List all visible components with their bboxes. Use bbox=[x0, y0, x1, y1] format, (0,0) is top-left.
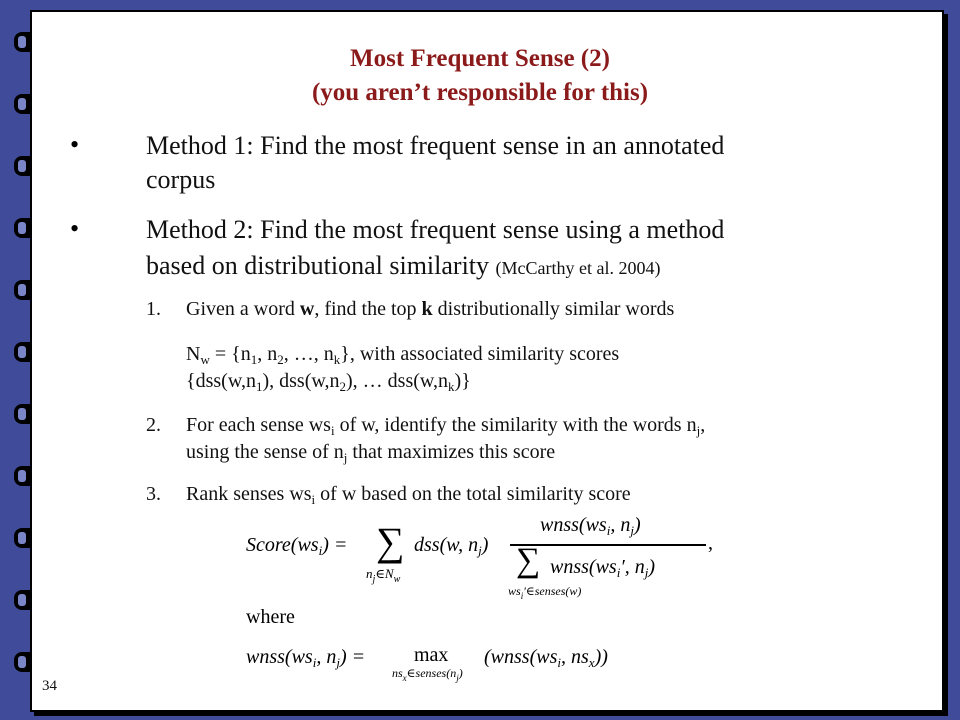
t: , …, n bbox=[283, 343, 334, 365]
t: ′∈senses(w) bbox=[523, 584, 582, 598]
nw-definition bbox=[186, 341, 619, 368]
max-argument bbox=[484, 646, 608, 669]
bullet-1-line2: corpus bbox=[146, 165, 216, 194]
t: , n bbox=[316, 646, 337, 668]
slide-title: Most Frequent Sense (2) bbox=[350, 45, 610, 72]
step-number: 1. bbox=[146, 298, 161, 320]
t: ∈senses(n bbox=[406, 666, 457, 680]
t: using the sense of n bbox=[186, 441, 344, 463]
page-number: 34 bbox=[42, 678, 57, 694]
max-operator: max bbox=[414, 644, 449, 666]
t: of w, identify the similarity with the words n bbox=[334, 414, 697, 436]
t: ) bbox=[648, 556, 655, 578]
t: = {n bbox=[209, 343, 251, 365]
t: , n bbox=[257, 343, 278, 365]
step-number: 2. bbox=[146, 414, 161, 436]
t: , ns bbox=[560, 646, 589, 668]
comma: , bbox=[708, 532, 713, 554]
t: i bbox=[557, 655, 561, 670]
bullet-2-line2 bbox=[146, 250, 660, 284]
t: ) = bbox=[339, 646, 366, 668]
bullet-dot: • bbox=[70, 130, 80, 159]
step-text: , find the top bbox=[314, 298, 422, 320]
t: ns bbox=[392, 666, 403, 680]
t: 2 bbox=[277, 352, 284, 367]
t: i bbox=[520, 591, 524, 601]
t: }, with associated similarity scores bbox=[340, 343, 620, 365]
t: ) = bbox=[322, 534, 348, 556]
t: x bbox=[402, 673, 407, 683]
t: w bbox=[393, 574, 401, 585]
step-2-line1 bbox=[186, 412, 705, 439]
t: j bbox=[696, 423, 701, 438]
sum-symbol: ∑ bbox=[376, 519, 405, 564]
t: ∈N bbox=[375, 566, 394, 581]
citation: (McCarthy et al. 2004) bbox=[495, 258, 661, 278]
t: (wnss(ws bbox=[484, 646, 558, 668]
t: {dss(w,n bbox=[186, 370, 256, 392]
fraction-numerator bbox=[540, 514, 641, 537]
slide-subtitle: (you aren’t responsible for this) bbox=[311, 79, 649, 106]
t: ), … dss(w,n bbox=[346, 370, 449, 392]
step-1-text bbox=[186, 296, 674, 323]
t: 1 bbox=[255, 379, 263, 394]
t: N bbox=[186, 343, 201, 365]
var-w: w bbox=[299, 298, 315, 320]
t: i bbox=[330, 423, 335, 438]
var-k: k bbox=[421, 298, 433, 320]
step-text: Given a word bbox=[186, 298, 300, 320]
bullet-dot: • bbox=[70, 214, 80, 243]
t: dss(w, n bbox=[414, 534, 479, 556]
t: )) bbox=[594, 646, 608, 668]
t: 1 bbox=[250, 352, 258, 367]
denominator-sum: ∑ bbox=[516, 542, 541, 579]
denominator-subscript bbox=[508, 584, 581, 599]
where-label: where bbox=[246, 606, 295, 628]
t: n bbox=[366, 566, 373, 581]
t: j bbox=[336, 655, 340, 670]
t: k bbox=[333, 352, 341, 367]
score-lhs bbox=[246, 534, 347, 557]
t: j bbox=[372, 574, 376, 585]
t: 2 bbox=[339, 379, 347, 394]
t: wnss(ws bbox=[246, 646, 313, 668]
step-text: distributionally similar words bbox=[432, 298, 675, 320]
t: of w based on the total similarity score bbox=[315, 483, 631, 505]
step-number: 3. bbox=[146, 483, 161, 505]
nw-scores bbox=[186, 368, 471, 395]
step-2-line2 bbox=[186, 439, 555, 466]
bullet-2-line1: Method 2: Find the most frequent sense using a method bbox=[146, 215, 725, 244]
bullet-2-text: based on distributional similarity bbox=[146, 251, 496, 280]
t: ) bbox=[458, 666, 463, 680]
t: ′, n bbox=[620, 556, 645, 578]
t: , n bbox=[610, 514, 631, 536]
t: Rank senses ws bbox=[186, 483, 312, 505]
bullet-1-line1: Method 1: Find the most frequent sense in an annotated bbox=[146, 131, 725, 160]
t: j bbox=[456, 673, 459, 683]
t: )} bbox=[454, 370, 471, 392]
max-subscript bbox=[392, 666, 463, 681]
step-3-text bbox=[186, 481, 631, 508]
t: j bbox=[343, 450, 348, 465]
t: that maximizes this score bbox=[347, 441, 556, 463]
t: For each sense ws bbox=[186, 414, 331, 436]
t: i bbox=[312, 655, 317, 670]
t: j bbox=[478, 543, 482, 558]
t: j bbox=[644, 565, 649, 580]
fraction-denominator bbox=[550, 556, 655, 579]
dss-term bbox=[414, 534, 488, 557]
t: ws bbox=[508, 584, 521, 598]
t: ) bbox=[633, 514, 641, 536]
t: i bbox=[318, 543, 323, 558]
wnss-lhs bbox=[246, 646, 365, 669]
t: ) bbox=[481, 534, 489, 556]
t: , bbox=[700, 414, 706, 436]
t: j bbox=[630, 523, 634, 538]
t: x bbox=[588, 655, 595, 670]
t: wnss(ws bbox=[550, 556, 617, 578]
t: k bbox=[448, 379, 455, 394]
sum-subscript bbox=[366, 566, 401, 585]
t: i bbox=[616, 565, 621, 580]
t: i bbox=[311, 492, 316, 507]
t: i bbox=[606, 523, 611, 538]
t: ), dss(w,n bbox=[262, 370, 340, 392]
t: Score(ws bbox=[246, 534, 319, 556]
t: wnss(ws bbox=[540, 514, 607, 536]
t: w bbox=[200, 352, 210, 367]
